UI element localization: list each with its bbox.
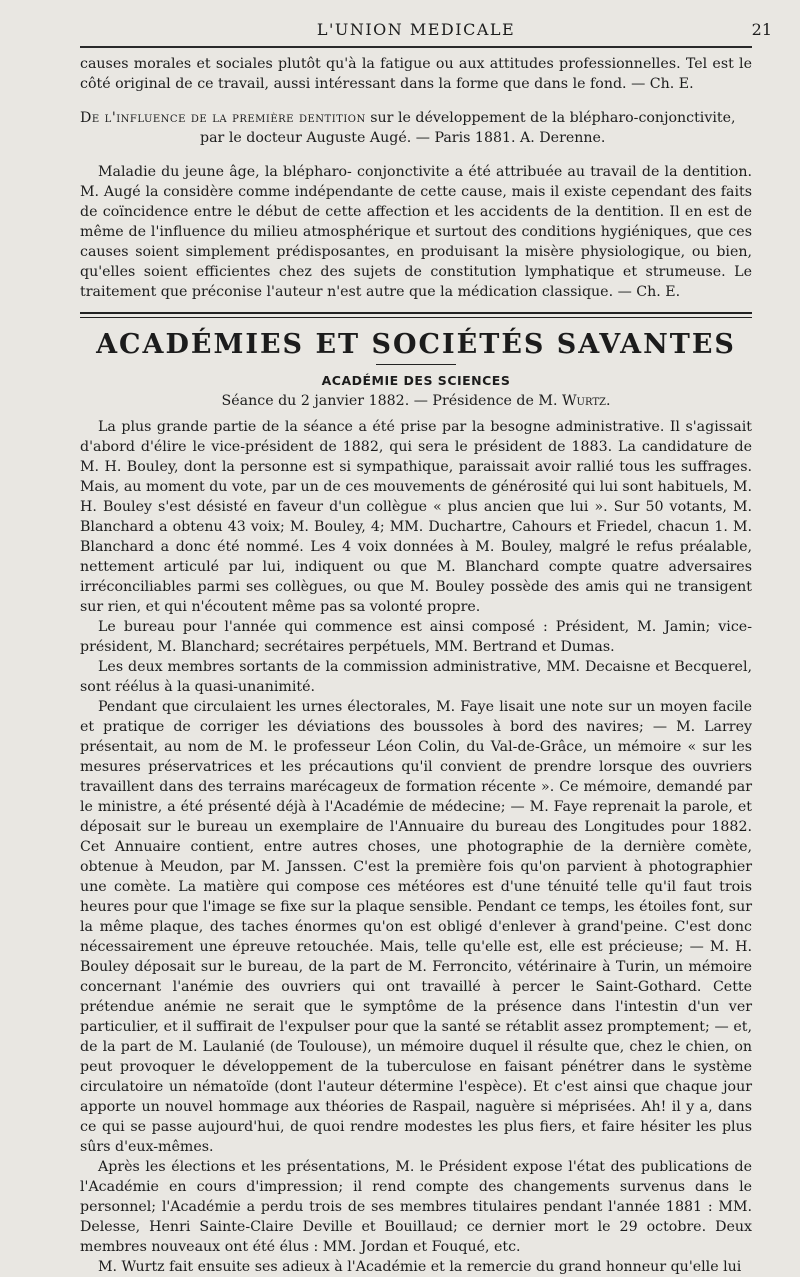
paragraph-commission: Les deux membres sortants de la commission administrative, MM. Decaisne et Becquerel, sont réélus à la quasi-unanimité. — [80, 659, 752, 695]
header-rule — [80, 46, 752, 48]
section-short-rule — [376, 364, 456, 365]
paragraph-publications: Après les élections et les présentations, M. le Président expose l'état des publications de l'Académie en cours d'impression; il rend compte des changements survenus dans le personnel; l'Académie a perdu trois de ses membres titulaires pendant l'année 1881 : MM. Delesse, Henri Sainte-Claire Deville et Bouillaud; ce dernier mort le 29 octobre. Deux membres nouveaux ont été élus : MM. Jordan et Fouqué, etc. — [80, 1159, 752, 1255]
paragraph-election: La plus grande partie de la séance a été prise par la besogne administrative. Il s'agissait d'abord d'élire le vice-président de 1882, qui sera le président de 1883. La candidature de M. H. Bouley, dont la personne est si sympathique, paraissait avoir rallié tous les suffrages. Mais, au moment du vote, par un de ces mouvements de générosité qui lui sont habituels, M. H. Bouley s'est désisté en faveur d'un collègue « plus ancien que lui ». Sur 50 votants, M. Blanchard a obtenu 43 voix; M. Bouley, 4; MM. Duchartre, Cahours et Friedel, chacun 1. M. Blanchard a donc été nommé. Les 4 voix données à M. Bouley, malgré le refus préalable, nettement articulé par lui, indiquent ou que M. Blanchard compte quatre adversaires irréconciliables parmi ses collègues, ou que M. Bouley possède des amis qui ne transigent sur rien, et qui n'écoutent même pas sa volonté propre. — [80, 419, 752, 615]
paragraph-farewell: M. Wurtz fait ensuite ses adieux à l'Académie et la remercie du grand honneur qu'elle lui — [98, 1259, 742, 1275]
review-title — [80, 108, 752, 148]
review-title-rest: sur le développement de la blépharo-conjonctivite, — [365, 110, 736, 126]
session-president: Wurtz. — [561, 393, 611, 409]
session-prefix: Séance du 2 janvier 1882. — Présidence de M. — [221, 393, 562, 409]
session-line — [80, 391, 752, 411]
section-title: ACADÉMIES ET SOCIÉTÉS SAVANTES — [96, 329, 736, 360]
subsection-title: ACADÉMIE DES SCIENCES — [321, 373, 511, 388]
paragraph-bureau: Le bureau pour l'année qui commence est ainsi composé : Président, M. Jamin; vice-président, M. Blanchard; secrétaires perpétuels, MM. Bertrand et Dumas. — [80, 619, 752, 655]
running-head — [80, 0, 772, 46]
review-body: Maladie du jeune âge, la blépharo- conjonctivite a été attribuée au travail de la dentition. M. Augé la considère comme indépendante de cette cause, mais il existe cependant des faits de coïncidence entre le début de cette affection et les accidents de la dentition. Il en est de même de l'influence du milieu atmosphérique et surtout des conditions hygiéniques, que ces causes soient simplement prédisposantes, en produisant la misère physiologique, ou bien, qu'elles soient efficientes chez des sujets de constitution lymphatique et strumeuse. Le traitement que préconise l'auteur n'est autre que la médication classique. — Ch. E. — [80, 164, 752, 300]
page-number: 21 — [751, 20, 772, 39]
section-double-rule — [80, 312, 752, 318]
review-author-line: par le docteur Auguste Augé. — Paris 1881. A. Derenne. — [200, 130, 606, 146]
running-title: L'UNION MEDICALE — [316, 20, 516, 39]
paragraph-communications: Pendant que circulaient les urnes électorales, M. Faye lisait une note sur un moyen facile et pratique de corriger les déviations des boussoles à bord des navires; — M. Larrey présentait, au nom de M. le professeur Léon Colin, du Val-de-Grâce, un mémoire « sur les mesures préservatrices et les précautions qu'il convient de prendre lorsque des ouvriers travaillent dans des terrains marécageux de formation récente ». Ce mémoire, demandé par le ministre, a été présenté déjà à l'Académie de médecine; — M. Faye reprenait la parole, et déposait sur le bureau un exemplaire de l'Annuaire du bureau des Longitudes pour 1882. Cet Annuaire contient, entre autres choses, une photographie de la dernière comète, obtenue à Meudon, par M. Janssen. C'est la première fois qu'on parvient à photographier une comète. La matière qui compose ces météores est d'une ténuité telle qu'il faut trois heures pour que l'image se fixe sur la plaque sensible. Pendant ce temps, les étoiles font, sur la même plaque, des taches énormes qu'on est obligé d'enlever à grand'peine. C'est donc nécessairement une épreuve retouchée. Mais, telle qu'elle est, elle est précieuse; — M. H. Bouley déposait sur le bureau, de la part de M. Ferroncito, vétérinaire à Turin, un mémoire concernant l'anémie des ouvriers qui ont travaillé à percer le Saint-Gothard. Cette prétendue anémie ne serait que le symptôme de la présence dans l'intestin d'un ver particulier, et il suffirait de l'expulser pour que la santé se rétablit assez promptement; — et, de la part de M. Laulanié (de Toulouse), un mémoire duquel il résulte que, chez le chien, on peut provoquer le développement de la tuberculose en faisant pénétrer dans le système circulatoire un nématoïde (dont l'auteur détermine l'espèce). Et c'est ainsi que chaque jour apporte un nouvel hommage aux théories de Raspail, naguère si méprisées. Ah! il y a, dans ce qui se passe aujourd'hui, de quoi rendre modestes les plus fiers, et faire hésiter les plus sûrs d'eux-mêmes. — [80, 699, 752, 1155]
intro-paragraph: causes morales et sociales plutôt qu'à la fatigue ou aux attitudes professionnelles. Tel est le côté original de ce travail, aussi intéressant dans la forme que dans le fond. — Ch. E. — [80, 56, 752, 92]
review-title-lead: De l'influence de la première dentition — [80, 110, 366, 126]
